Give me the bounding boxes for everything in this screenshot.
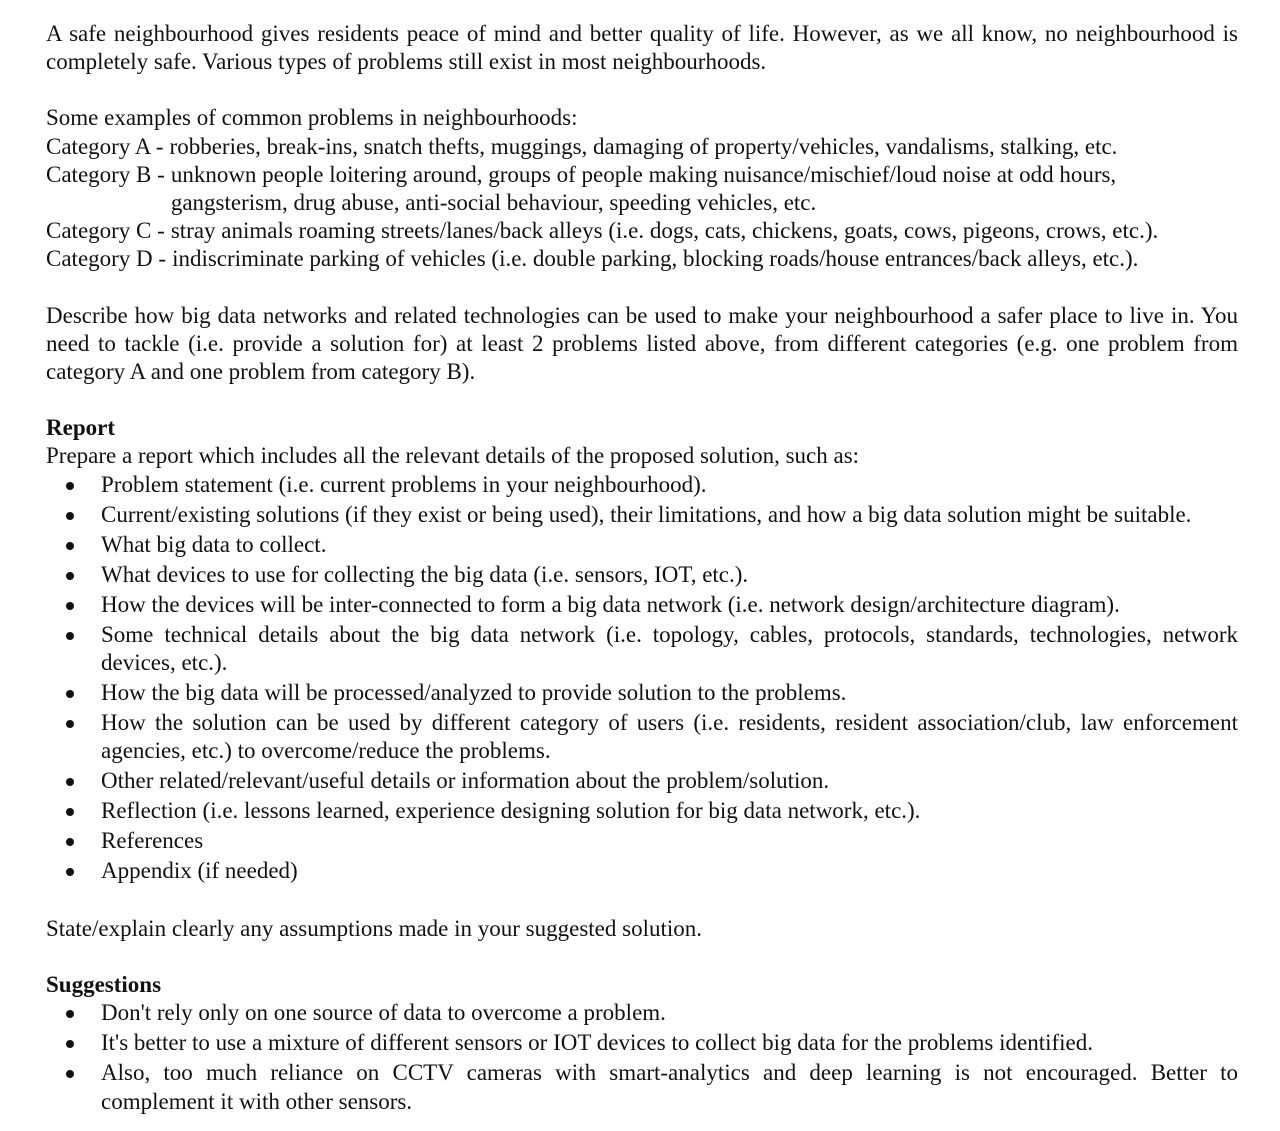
- list-item: [46, 1029, 1238, 1057]
- spacer: [46, 386, 1238, 414]
- list-item: [46, 797, 1238, 825]
- category-label: Category B -: [46, 161, 165, 187]
- list-item-text: How the big data will be processed/analyzed to provide solution to the problems.: [101, 679, 847, 705]
- category-list: [46, 133, 1238, 274]
- category-d: [46, 245, 1238, 273]
- list-item: [46, 767, 1238, 795]
- list-item-text: How the devices will be inter-connected to form a big data network (i.e. network design/architecture diagram).: [101, 591, 1120, 617]
- category-c: [46, 217, 1238, 245]
- category-description: indiscriminate parking of vehicles (i.e. double parking, blocking roads/house entrances/back alleys, etc.).: [172, 246, 1139, 272]
- intro-paragraph: A safe neighbourhood gives residents peace of mind and better quality of life. However, as we all know, no neighbourhood is completely safe. Various types of problems still exist in most neighbourhoods.: [46, 21, 1238, 75]
- assumptions-paragraph: State/explain clearly any assumptions made in your suggested solution.: [46, 916, 703, 942]
- list-item: [46, 709, 1238, 765]
- list-item: [46, 531, 1238, 559]
- bullet-icon: [66, 690, 74, 698]
- bullet-icon: [66, 868, 74, 876]
- bullet-icon: [66, 778, 74, 786]
- list-item-text: Other related/relevant/useful details or information about the problem/solution.: [101, 768, 830, 794]
- list-item-text: It's better to use a mixture of different sensors or IOT devices to collect big data for the problems identified.: [101, 1030, 1093, 1056]
- list-item: [46, 501, 1238, 529]
- list-item: [46, 471, 1238, 499]
- list-item-text: Problem statement (i.e. current problems in your neighbourhood).: [101, 471, 707, 497]
- suggestions-heading: Suggestions: [46, 972, 162, 998]
- assignment-document: [46, 20, 1238, 1118]
- category-description: robberies, break-ins, snatch thefts, muggings, damaging of property/vehicles, vandalisms, stalking, etc.: [169, 133, 1118, 159]
- bullet-icon: [66, 512, 74, 520]
- category-label: Category D -: [46, 246, 167, 272]
- suggestions-list: [46, 999, 1238, 1115]
- report-heading: Report: [46, 415, 115, 441]
- bullet-icon: [66, 808, 74, 816]
- list-item-text: What devices to use for collecting the big data (i.e. sensors, IOT, etc.).: [101, 561, 749, 587]
- task-paragraph: Describe how big data networks and related technologies can be used to make your neighbourhood a safer place to live in. You need to tackle (i.e. provide a solution for) at least 2 problems listed above, from different categories (e.g. one problem from category A and one problem from category B).: [46, 302, 1238, 385]
- list-item: [46, 621, 1238, 677]
- bullet-icon: [66, 720, 74, 728]
- list-item-text: What big data to collect.: [101, 531, 327, 557]
- list-item-text: References: [101, 828, 204, 854]
- list-item-text: Current/existing solutions (if they exist or being used), their limitations, and how a big data solution might be suitable.: [101, 501, 1192, 527]
- list-item: [46, 827, 1238, 855]
- list-item: [46, 999, 1238, 1027]
- category-label: Category A -: [46, 133, 164, 159]
- category-b: [46, 161, 1238, 217]
- spacer: [46, 76, 1238, 104]
- list-item-text: How the solution can be used by different category of users (i.e. residents, resident association/club, law enforcement agencies, etc.) to overcome/reduce the problems.: [101, 709, 1238, 764]
- list-item-text: Reflection (i.e. lessons learned, experience designing solution for big data network, etc.).: [101, 798, 921, 824]
- problems-heading: Some examples of common problems in neighbourhoods:: [46, 105, 578, 131]
- report-items-list: [46, 471, 1238, 886]
- list-item: [46, 679, 1238, 707]
- spacer: [46, 943, 1238, 971]
- bullet-icon: [66, 838, 74, 846]
- category-label: Category C -: [46, 218, 165, 244]
- category-description: stray animals roaming streets/lanes/back alleys (i.e. dogs, cats, chickens, goats, cows, pigeons, crows, etc.).: [170, 218, 1159, 244]
- category-a: [46, 133, 1238, 161]
- bullet-icon: [66, 1010, 74, 1018]
- bullet-icon: [66, 572, 74, 580]
- spacer: [46, 274, 1238, 302]
- bullet-icon: [66, 482, 74, 490]
- list-item-text: Appendix (if needed): [101, 858, 298, 884]
- bullet-icon: [66, 602, 74, 610]
- list-item: [46, 591, 1238, 619]
- bullet-icon: [66, 1070, 74, 1078]
- list-item: [46, 1059, 1238, 1115]
- list-item: [46, 857, 1238, 885]
- spacer: [46, 887, 1238, 915]
- bullet-icon: [66, 542, 74, 550]
- category-description: unknown people loitering around, groups of people making nuisance/mischief/loud noise at odd hours, gangsterism, drug abuse, anti-social behaviour, speeding vehicles, etc.: [170, 161, 1117, 216]
- bullet-icon: [66, 632, 74, 640]
- list-item-text: Don't rely only on one source of data to overcome a problem.: [101, 1000, 666, 1026]
- list-item: [46, 561, 1238, 589]
- list-item-text: Some technical details about the big data network (i.e. topology, cables, protocols, standards, technologies, network devices, etc.).: [101, 621, 1238, 675]
- bullet-icon: [66, 1040, 74, 1048]
- report-intro: Prepare a report which includes all the relevant details of the proposed solution, such as:: [46, 443, 860, 469]
- list-item-text: Also, too much reliance on CCTV cameras with smart-analytics and deep learning is not encouraged. Better to complement it with other sensors.: [101, 1060, 1238, 1114]
